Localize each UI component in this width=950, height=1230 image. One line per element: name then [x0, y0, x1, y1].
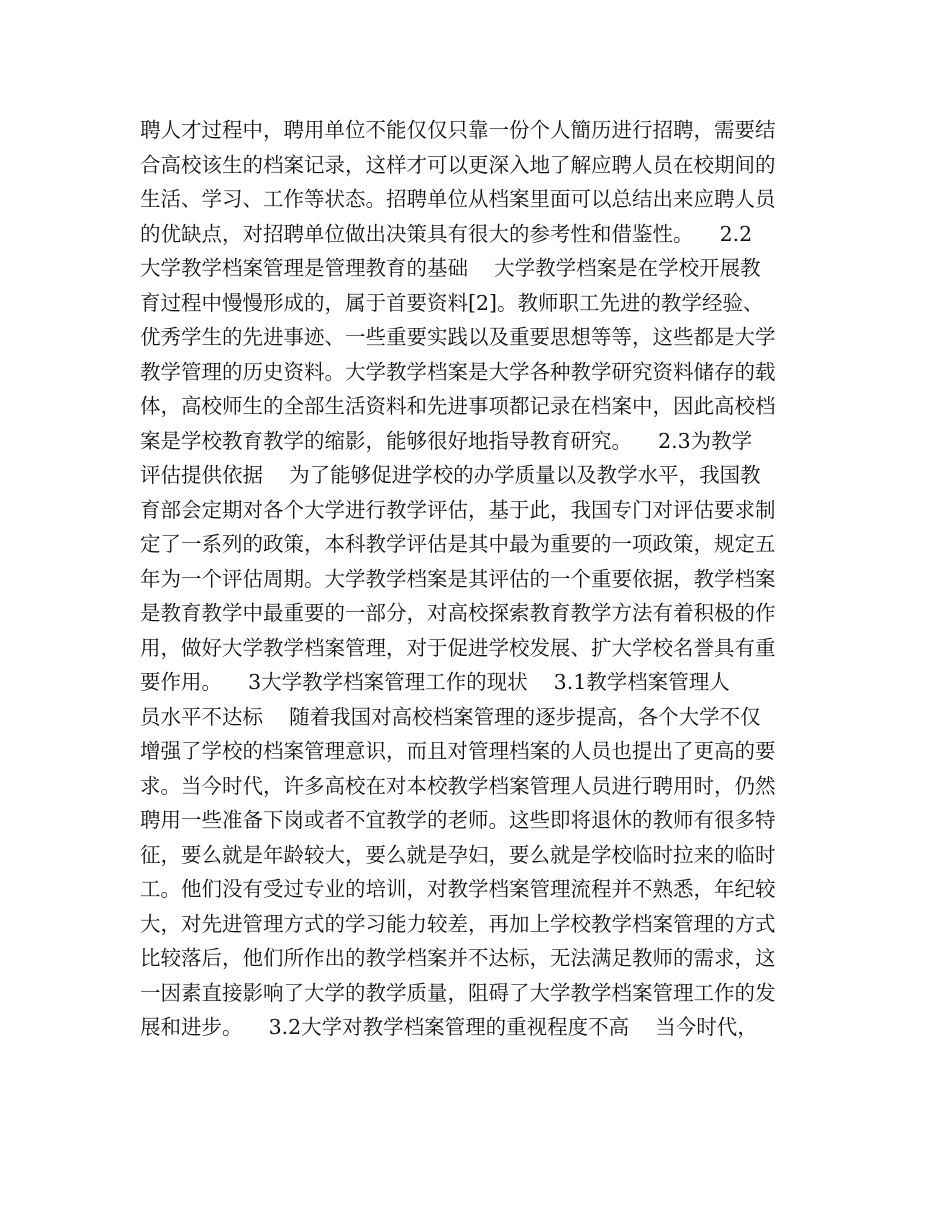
text-line: 工。他们没有受过专业的培训，对教学档案管理流程并不熟悉，年纪较 — [140, 877, 776, 901]
text-line: 年为一个评估周期。大学教学档案是其评估的一个重要依据，教学档案 — [140, 566, 776, 591]
text-line: 育部会定期对各个大学进行教学评估，基于此，我国专门对评估要求制 — [140, 497, 776, 522]
text-line: 用，做好大学教学档案管理，对于促进学校发展、扩大学校名誉具有重 — [140, 635, 776, 660]
text-line: 是教育教学中最重要的一部分，对高校探索教育教学方法有着积极的作 — [140, 601, 776, 625]
text-line: 定了一系列的政策，本科教学评估是其中最为重要的一项政策，规定五 — [140, 532, 776, 556]
text-line: 聘人才过程中，聘用单位不能仅仅只靠一份个人簡历进行招聘，需要结 — [140, 118, 776, 142]
text-line: 体，高校师生的全部生活资料和先进事项都记录在档案中，因此高校档 — [140, 394, 776, 418]
text-line: 员水平不达标 随着我国对高校档案管理的逐步提高，各个大学不仅 — [140, 704, 761, 729]
text-line: 合高校该生的档案记录，这样才可以更深入地了解应聘人员在校期间的 — [140, 152, 776, 177]
text-line: 征，要么就是年龄较大，要么就是孕妇，要么就是学校临时拉来的临时 — [140, 842, 776, 867]
text-line: 育过程中慢慢形成的，属于首要资料[2]。教师职工先进的教学经验、 — [140, 290, 764, 315]
text-line: 求。当今时代，许多高校在对本校教学档案管理人员进行聘用时，仍然 — [140, 773, 776, 798]
text-line: 评估提供依据 为了能够促进学校的办学质量以及教学水平，我国教 — [140, 463, 761, 487]
text-line: 案是学校教育教学的缩影，能够很好地指导教育研究。 2.3为教学 — [140, 428, 753, 453]
text-line: 的优缺点，对招聘单位做出决策具有很大的参考性和借鉴性。 2.2 — [140, 221, 753, 246]
text-line: 增强了学校的档案管理意识，而且对管理档案的人员也提出了更高的要 — [140, 739, 776, 763]
text-line: 一因素直接影响了大学的教学质量，阻碍了大学教学档案管理工作的发 — [140, 980, 776, 1005]
body-text — [140, 113, 820, 1045]
text-line: 聘用一些准备下岗或者不宜教学的老师。这些即将退休的教师有很多特 — [140, 808, 776, 832]
text-line: 比较落后，他们所作出的教学档案并不达标，无法满足教师的需求，这 — [140, 946, 776, 970]
text-line: 展和进步。 3.2大学对教学档案管理的重视程度不高 当今时代， — [140, 1015, 758, 1039]
text-line: 大学教学档案管理是管理教育的基础 大学教学档案是在学校开展教 — [140, 256, 761, 280]
text-line: 要作用。 3大学教学档案管理工作的现状 3.1教学档案管理人 — [140, 670, 730, 694]
text-line: 大，对先进管理方式的学习能力较差，再加上学校教学档案管理的方式 — [140, 911, 776, 936]
text-line: 教学管理的历史资料。大学教学档案是大学各种教学研究资料储存的载 — [140, 359, 776, 384]
text-line: 生活、学习、工作等状态。招聘单位从档案里面可以总结出来应聘人员 — [140, 187, 776, 211]
text-line: 优秀学生的先进事迹、一些重要实践以及重要思想等等，这些都是大学 — [140, 325, 776, 349]
